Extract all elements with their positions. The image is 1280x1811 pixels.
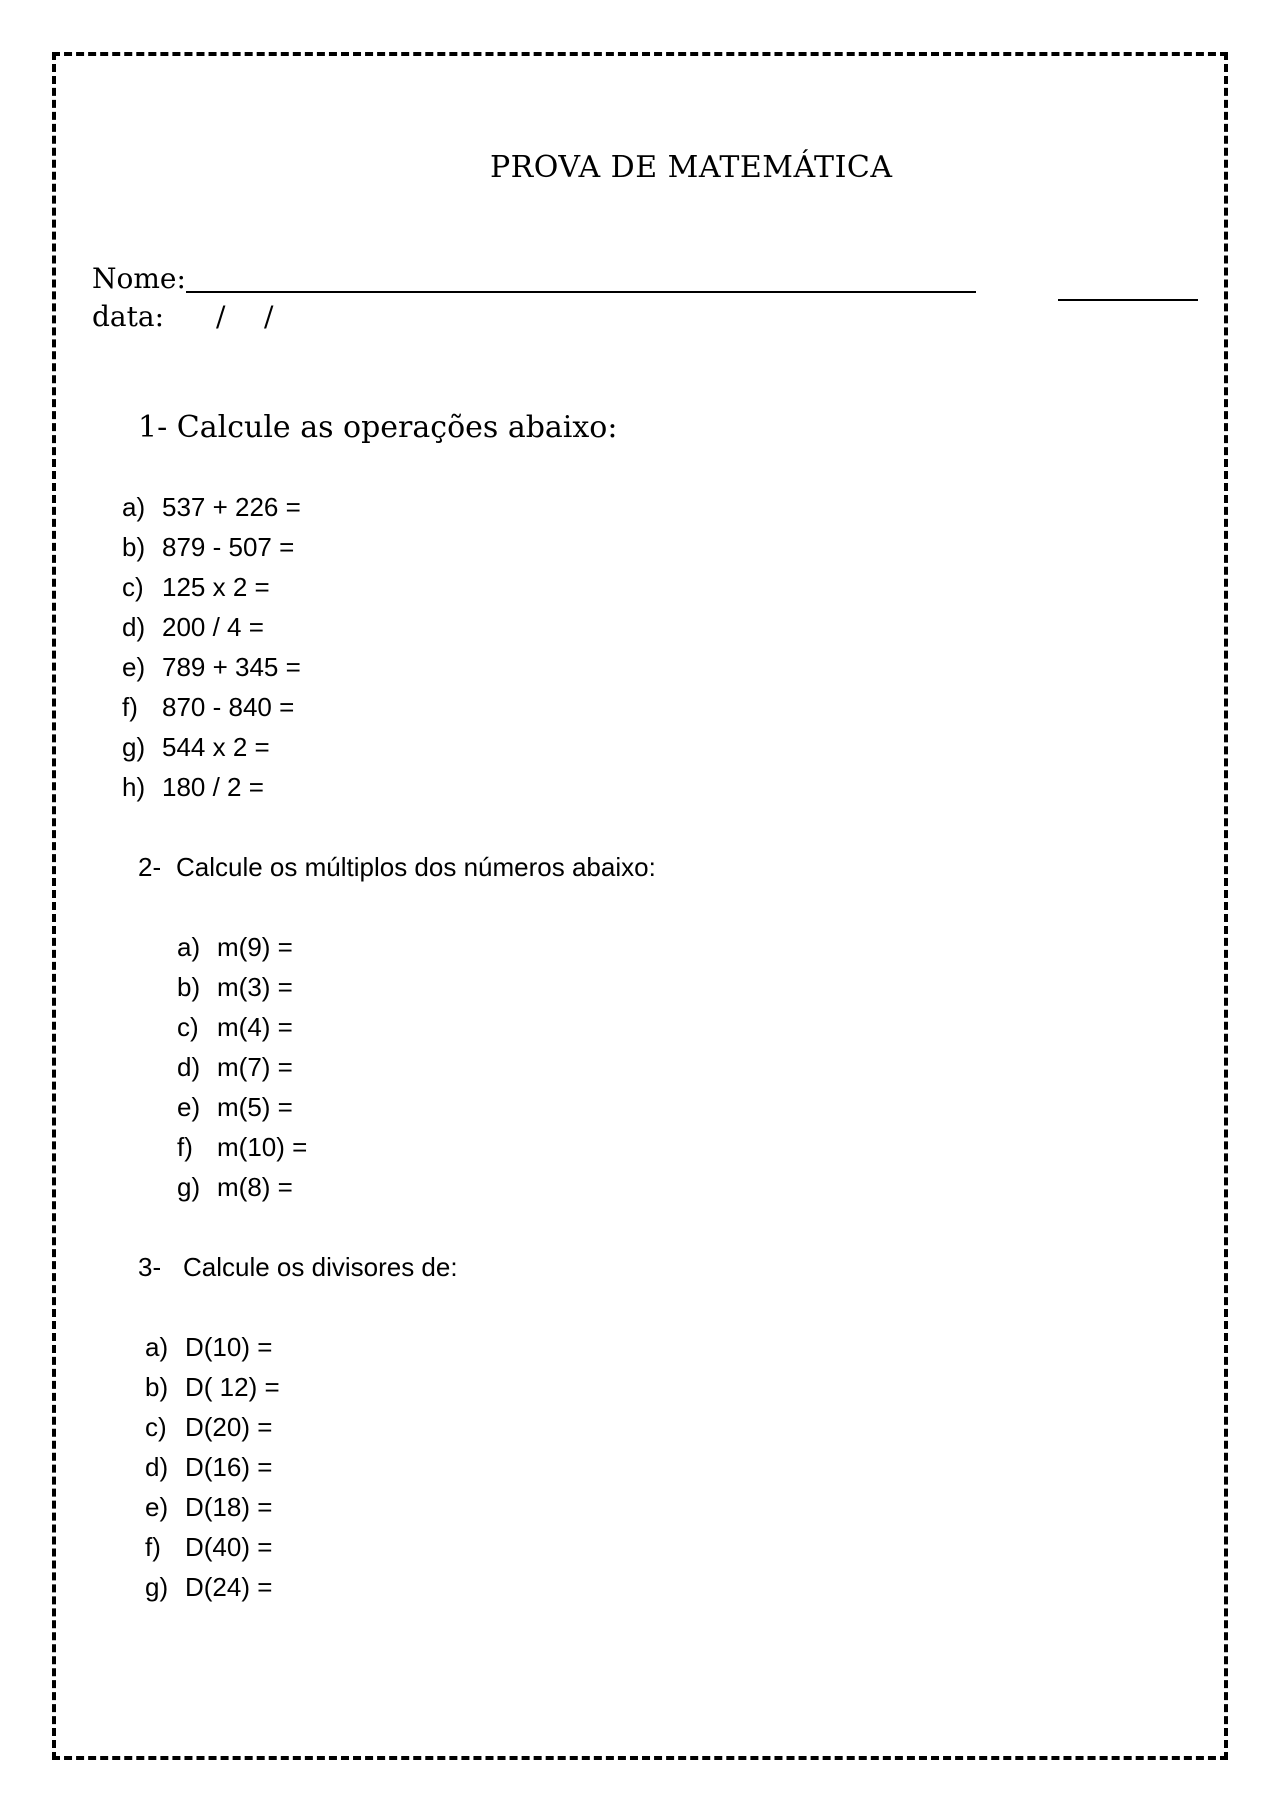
- list-item-label: f): [122, 692, 138, 722]
- list-item-text: 544 x 2 =: [162, 732, 270, 762]
- list-item-label: e): [122, 652, 146, 682]
- question-2-title: Calcule os múltiplos dos números abaixo:: [176, 852, 656, 882]
- name-label: Nome:: [92, 262, 186, 295]
- question-3-number: 3-: [138, 1252, 162, 1282]
- list-item-text: m(3) =: [217, 972, 293, 1002]
- list-item-label: d): [145, 1452, 169, 1482]
- list-item-label: b): [122, 532, 146, 562]
- date-separator-2: /: [264, 300, 274, 333]
- list-item-text: D(18) =: [185, 1492, 273, 1522]
- list-item-text: 180 / 2 =: [162, 772, 264, 802]
- list-item-label: g): [145, 1572, 169, 1602]
- list-item-label: f): [177, 1132, 193, 1162]
- list-item-label: d): [122, 612, 146, 642]
- question-2-number: 2-: [138, 852, 162, 882]
- list-item-label: a): [145, 1332, 169, 1362]
- list-item-label: f): [145, 1532, 161, 1562]
- name-underline: [186, 291, 976, 293]
- list-item-text: 200 / 4 =: [162, 612, 264, 642]
- list-item-label: c): [145, 1412, 167, 1442]
- list-item-label: c): [122, 572, 144, 602]
- list-item-text: 870 - 840 =: [162, 692, 295, 722]
- list-item-text: 125 x 2 =: [162, 572, 270, 602]
- list-item-label: a): [122, 492, 146, 522]
- list-item-text: m(8) =: [217, 1172, 293, 1202]
- list-item-text: D( 12) =: [185, 1372, 280, 1402]
- question-3-title: Calcule os divisores de:: [183, 1252, 458, 1282]
- list-item-text: 537 + 226 =: [162, 492, 301, 522]
- list-item-text: m(5) =: [217, 1092, 293, 1122]
- list-item-text: m(7) =: [217, 1052, 293, 1082]
- list-item-text: m(10) =: [217, 1132, 308, 1162]
- list-item-text: D(24) =: [185, 1572, 273, 1602]
- grade-underline: [1058, 299, 1198, 301]
- list-item-text: D(10) =: [185, 1332, 273, 1362]
- list-item-label: g): [177, 1172, 201, 1202]
- list-item-label: e): [177, 1092, 201, 1122]
- list-item-label: a): [177, 932, 201, 962]
- list-item-label: d): [177, 1052, 201, 1082]
- list-item-text: D(40) =: [185, 1532, 273, 1562]
- list-item-text: m(4) =: [217, 1012, 293, 1042]
- list-item-label: b): [145, 1372, 169, 1402]
- list-item-label: b): [177, 972, 201, 1002]
- list-item-text: D(20) =: [185, 1412, 273, 1442]
- list-item-text: 789 + 345 =: [162, 652, 301, 682]
- list-item-label: h): [122, 772, 146, 802]
- list-item-label: c): [177, 1012, 199, 1042]
- list-item-text: m(9) =: [217, 932, 293, 962]
- question-1-title: 1- Calcule as operações abaixo:: [138, 410, 618, 445]
- list-item-text: D(16) =: [185, 1452, 273, 1482]
- date-label: data:: [92, 300, 164, 333]
- list-item-label: e): [145, 1492, 169, 1522]
- page-title: PROVA DE MATEMÁTICA: [490, 150, 893, 185]
- date-separator-1: /: [216, 300, 226, 333]
- list-item-text: 879 - 507 =: [162, 532, 295, 562]
- list-item-label: g): [122, 732, 146, 762]
